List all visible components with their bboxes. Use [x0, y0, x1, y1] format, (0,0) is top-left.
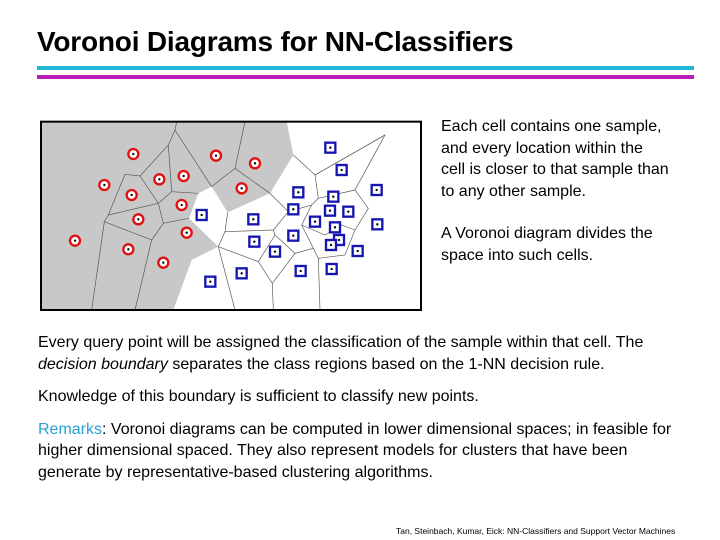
red-sample-point [211, 151, 221, 161]
red-sample-point [70, 236, 80, 246]
red-sample-point [154, 174, 164, 184]
voronoi-definition-text: A Voronoi diagram divides the space into such cells. [441, 225, 653, 264]
red-sample-point [179, 171, 189, 181]
blue-sample-point [372, 219, 382, 229]
red-sample-point [182, 228, 192, 238]
remarks-paragraph [38, 419, 688, 484]
title-underline-magenta [37, 75, 694, 79]
footer-citation: Tan, Steinbach, Kumar, Eick: NN-Classifiers and Support Vector Machines [396, 526, 676, 536]
remarks-text: : Voronoi diagrams can be computed in lower dimensional spaces; in feasible for higher dimensional spaced. They also represent models for clusters that have been generate by representative-based clustering algorithms. [38, 420, 672, 481]
remarks-label: Remarks [38, 420, 103, 438]
blue-sample-point [296, 266, 306, 276]
paragraph-text: separates the class regions based on the 1-NN decision rule. [167, 355, 605, 373]
paragraph-text: Every query point will be assigned the classification of the sample within that cell. The [38, 334, 644, 351]
blue-sample-point [353, 246, 363, 256]
blue-sample-point [197, 210, 207, 220]
red-sample-point [177, 200, 187, 210]
blue-sample-point [288, 231, 298, 241]
red-sample-point [123, 244, 133, 254]
blue-sample-point [248, 214, 258, 224]
blue-sample-point [325, 206, 335, 216]
body-text [38, 332, 688, 494]
red-sample-point [250, 158, 260, 168]
blue-sample-point [330, 222, 340, 232]
blue-sample-point [205, 277, 215, 287]
title-underline-cyan [37, 66, 694, 70]
blue-sample-point [337, 165, 347, 175]
decision-boundary-term: decision boundary [38, 355, 168, 373]
blue-sample-point [326, 240, 336, 250]
blue-sample-point [270, 247, 280, 257]
red-sample-point [99, 180, 109, 190]
blue-sample-point [288, 204, 298, 214]
red-sample-point [158, 258, 168, 268]
red-sample-point [133, 214, 143, 224]
cell-definition-text: Each cell contains one sample, and every location within the cell is closer to that sample than to any other sample. [441, 118, 669, 200]
blue-sample-point [343, 207, 353, 217]
blue-sample-point [327, 264, 337, 274]
slide-title: Voronoi Diagrams for NN-Classifiers [37, 26, 514, 57]
blue-sample-point [237, 268, 247, 278]
blue-sample-point [310, 217, 320, 227]
blue-sample-point [293, 187, 303, 197]
blue-sample-point [372, 185, 382, 195]
knowledge-paragraph: Knowledge of this boundary is sufficient to classify new points. [38, 388, 479, 405]
blue-sample-point [325, 143, 335, 153]
blue-sample-point [249, 237, 259, 247]
voronoi-diagram [35, 115, 430, 315]
red-sample-point [127, 190, 137, 200]
blue-sample-point [328, 192, 338, 202]
red-sample-point [128, 149, 138, 159]
side-explanation [441, 116, 671, 287]
classification-paragraph [38, 332, 688, 375]
red-sample-point [237, 183, 247, 193]
